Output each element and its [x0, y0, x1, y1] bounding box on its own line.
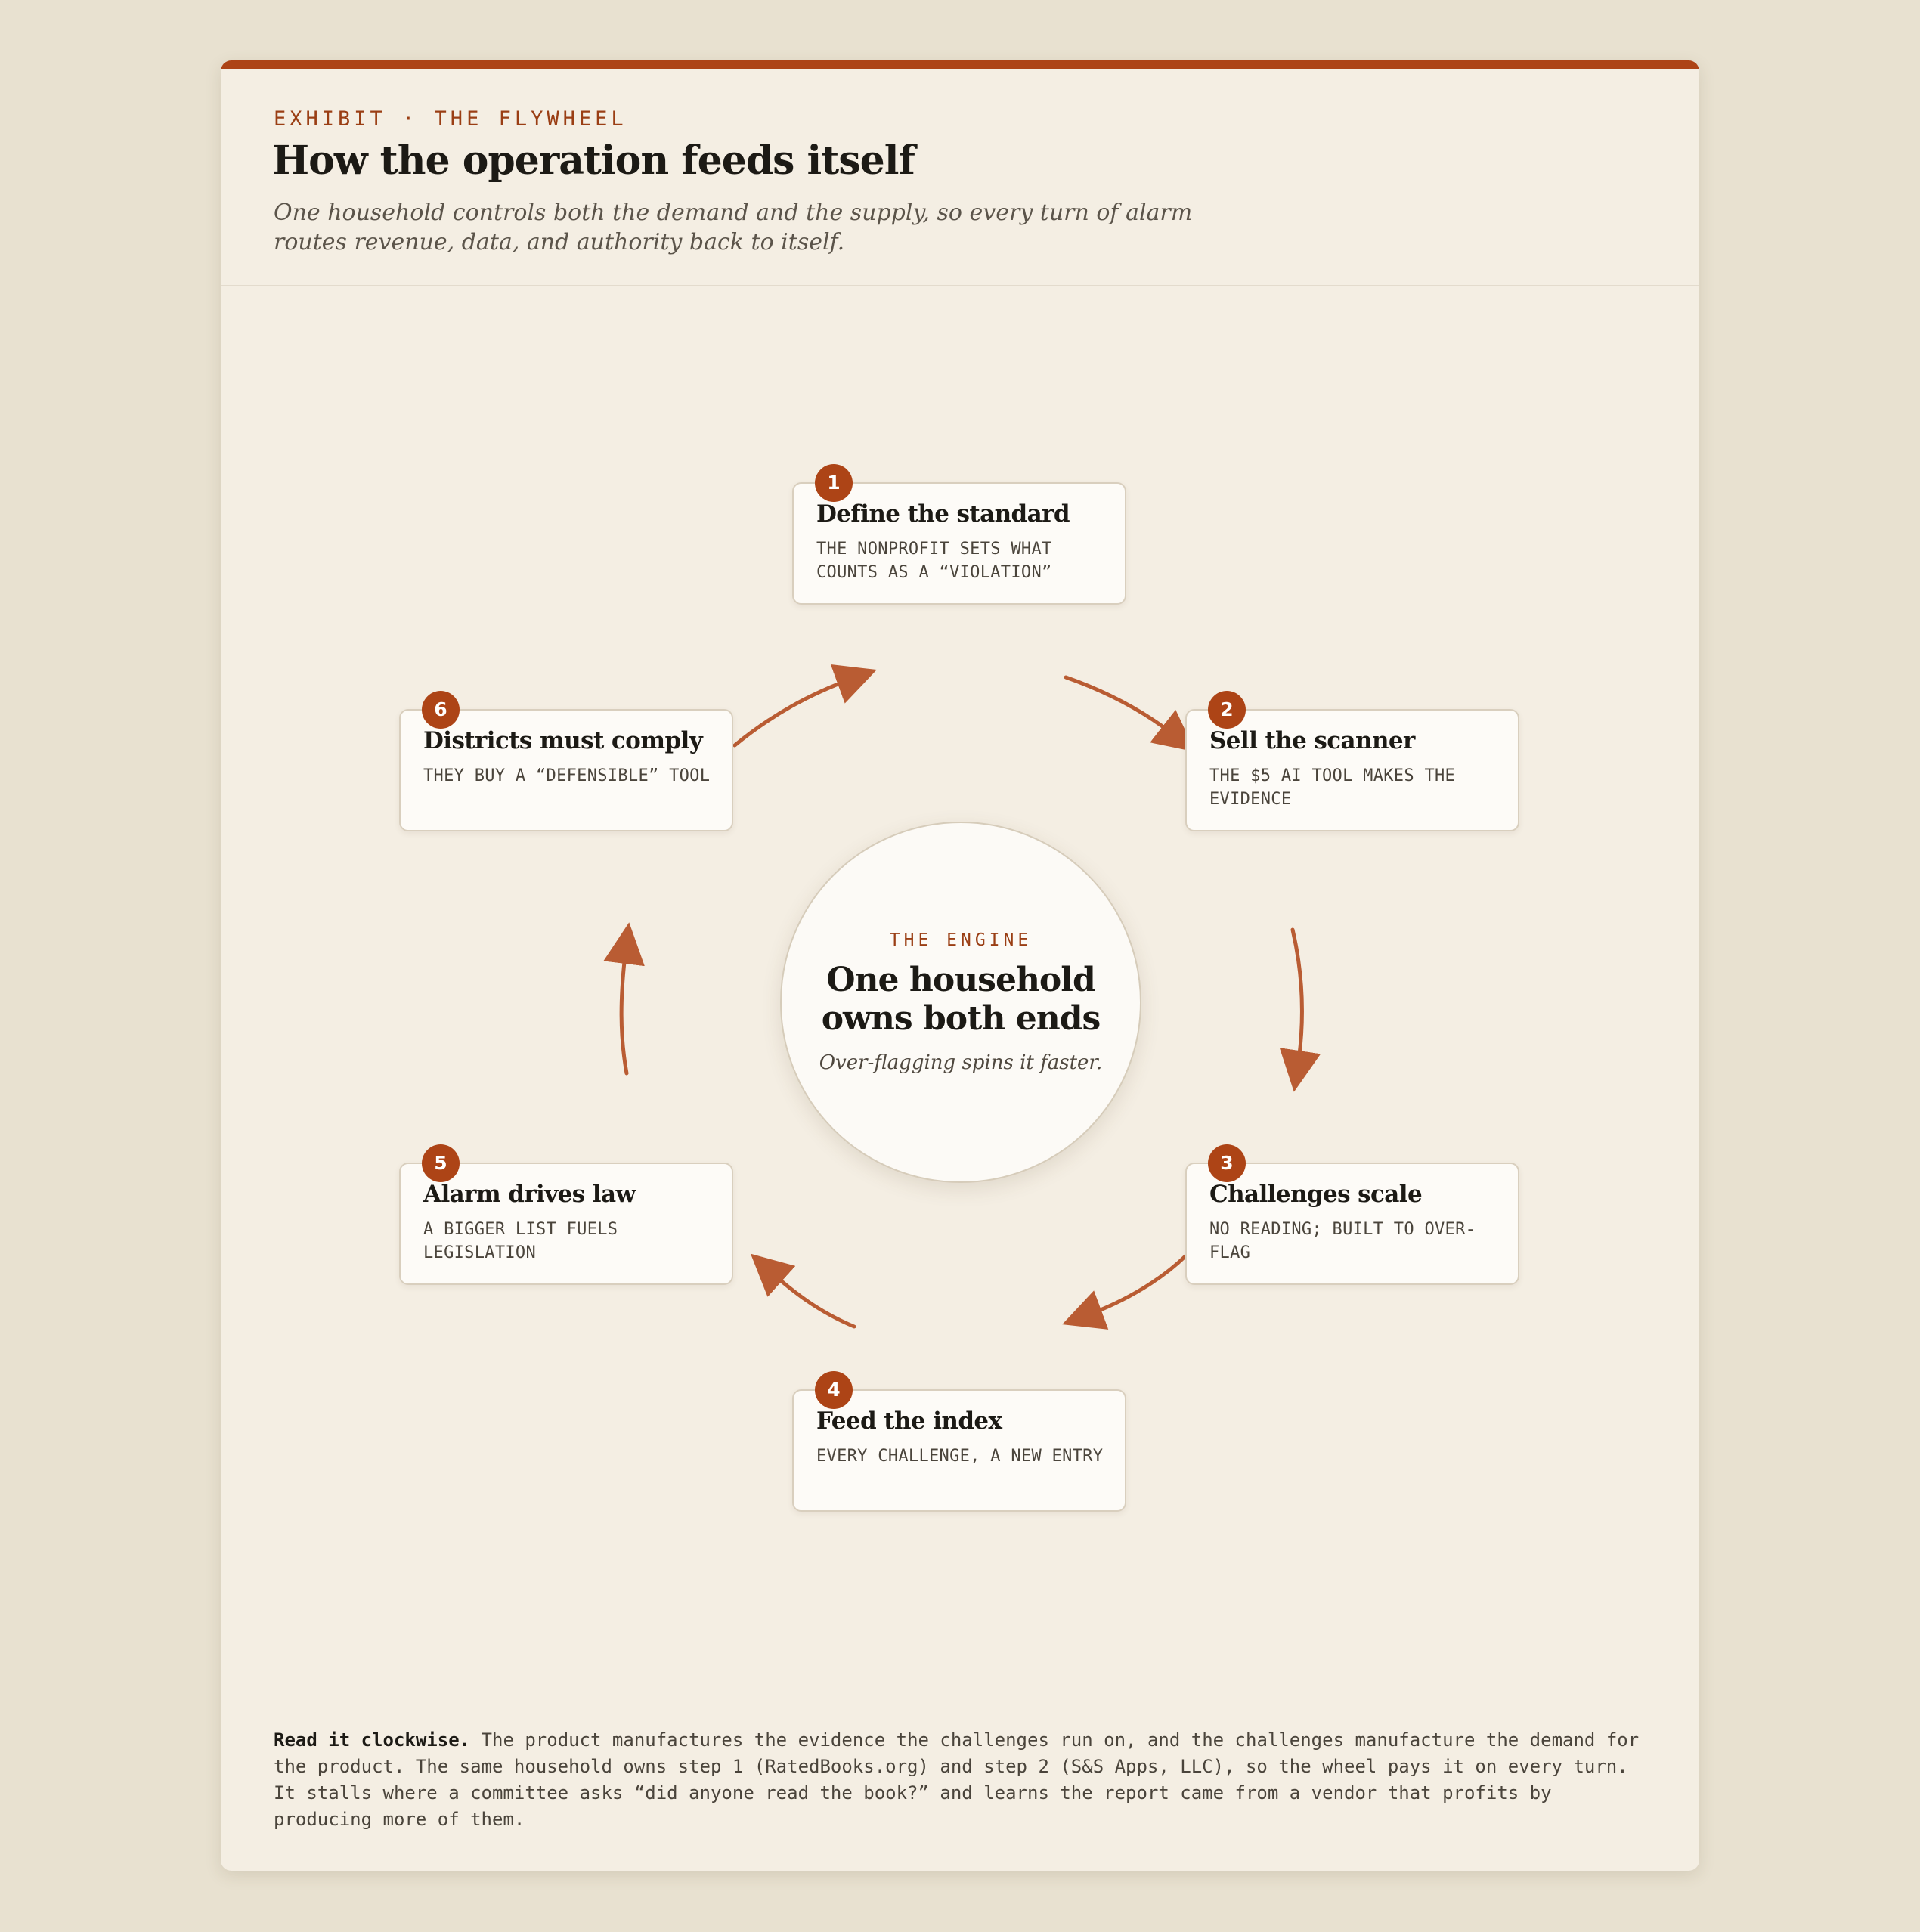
step-number-badge: 4: [815, 1371, 853, 1409]
exhibit-title: How the operation feeds itself: [272, 138, 915, 184]
exhibit-eyebrow: EXHIBIT · THE FLYWHEEL: [274, 107, 627, 131]
arrow-step2-to-step3: [1293, 930, 1302, 1066]
step-number-badge: 2: [1208, 691, 1246, 729]
arrow-step1-to-step2: [1066, 677, 1175, 735]
step-title: Challenges scale: [1209, 1181, 1423, 1208]
step-number-badge: 1: [815, 464, 853, 502]
arrow-step5-to-step6: [621, 949, 627, 1073]
step-description: A BIGGER LIST FUELS LEGISLATION: [423, 1220, 618, 1262]
footnote-body: The product manufactures the evidence the challenges run on, and the challenges manufacture the demand for the product. The same household owns step 1 (RatedBooks.org) and step 2 (S&S Apps, LLC), so the wheel pays it on every turn. It stalls where a committee asks “did anyone read the book?” and learns the report came from a vendor that profits by producing more of them.: [274, 1729, 1640, 1830]
step-title: Feed the index: [816, 1407, 1002, 1435]
step-description: NO READING; BUILT TO OVER-FLAG: [1209, 1220, 1476, 1262]
step-description: EVERY CHALLENGE, A NEW ENTRY: [816, 1447, 1104, 1466]
step-number-badge: 5: [422, 1144, 460, 1182]
step-card-4: [792, 1379, 1126, 1512]
hub-title: One household owns both ends: [821, 961, 1101, 1038]
step-card-6: [399, 698, 733, 831]
exhibit-subtitle: One household controls both the demand and the supply, so every turn of alarm routes revenue, data, and authority back to itself.: [274, 200, 1193, 255]
step-title: Districts must comply: [423, 727, 703, 754]
step-description: THEY BUY A “DEFENSIBLE” TOOL: [423, 766, 711, 785]
step-number-badge: 3: [1208, 1144, 1246, 1182]
hub-note: Over-flagging spins it faster.: [819, 1051, 1103, 1074]
exhibit-card: [221, 60, 1699, 1871]
step-card-2: [1185, 698, 1519, 831]
step-card-3: [1185, 1152, 1519, 1285]
step-card-5: [399, 1152, 733, 1285]
step-title: Sell the scanner: [1209, 727, 1415, 754]
arrow-step4-to-step5: [770, 1271, 854, 1327]
footnote: [274, 1727, 1646, 1833]
footnote-lead: Read it clockwise.: [274, 1729, 471, 1751]
arrow-step3-to-step4: [1087, 1256, 1185, 1315]
arrow-step6-to-step1: [735, 679, 852, 745]
step-card-1: [792, 472, 1126, 605]
step-title: Alarm drives law: [423, 1181, 636, 1208]
hub-eyebrow: THE ENGINE: [889, 930, 1033, 950]
step-title: Define the standard: [816, 500, 1070, 528]
step-number-badge: 6: [422, 691, 460, 729]
step-description: THE $5 AI TOOL MAKES THE EVIDENCE: [1209, 766, 1456, 809]
step-description: THE NONPROFIT SETS WHAT COUNTS AS A “VIOLATION”: [816, 540, 1052, 582]
engine-hub: [780, 822, 1141, 1183]
